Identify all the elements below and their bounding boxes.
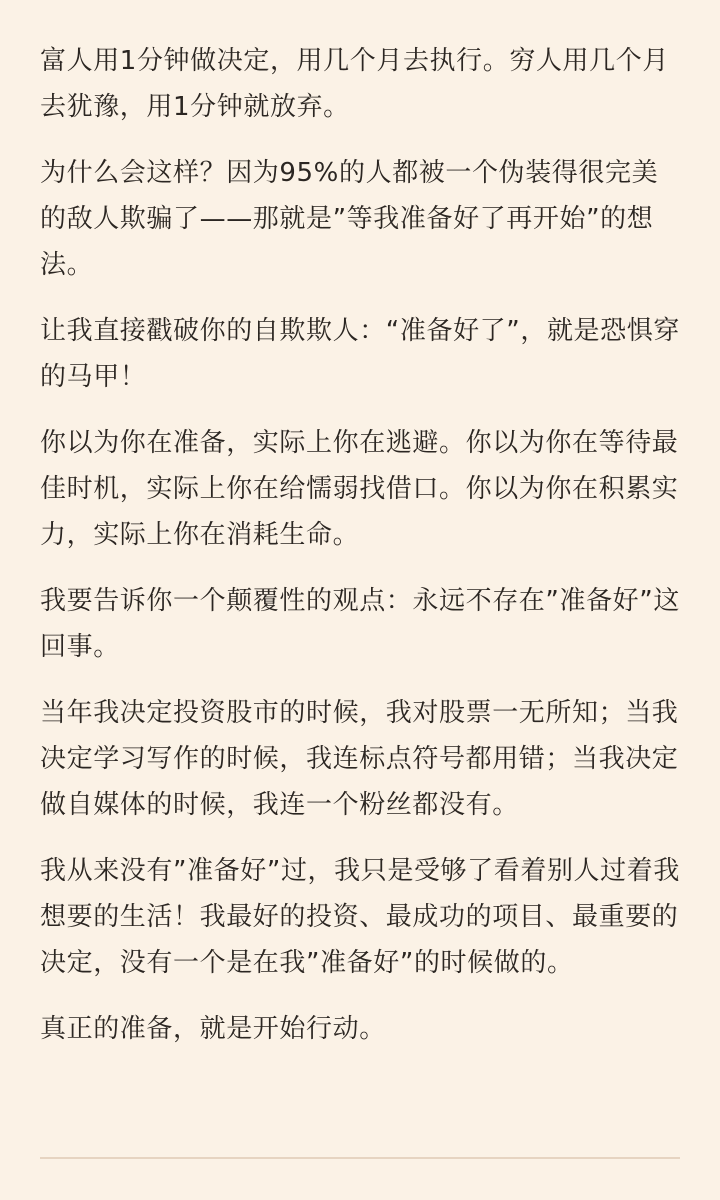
bottom-divider <box>40 1157 680 1159</box>
paragraph-8: 真正的准备，就是开始行动。 <box>40 1014 386 1044</box>
paragraph-4: 你以为你在准备，实际上你在逃避。你以为你在等待最佳时机，实际上你在给懦弱找借口。你以为你在积累实力，实际上你在消耗生命。 <box>40 428 679 550</box>
paragraph-2: 为什么会这样？因为95%的人都被一个伪装得很完美的敌人欺骗了——那就是”等我准备好了再开始”的想法。 <box>40 158 659 280</box>
paragraph-7: 我从来没有”准备好”过，我只是受够了看着别人过着我想要的生活！我最好的投资、最成功的项目、最重要的决定，没有一个是在我”准备好”的时候做的。 <box>40 856 680 978</box>
paragraph-5: 我要告诉你一个颠覆性的观点：永远不存在”准备好”这回事。 <box>40 586 680 662</box>
paragraph-1: 富人用1分钟做决定，用几个月去执行。穷人用几个月去犹豫，用1分钟就放弃。 <box>40 46 669 122</box>
paragraph-6: 当年我决定投资股市的时候，我对股票一无所知；当我决定学习写作的时候，我连标点符号都用错；当我决定做自媒体的时候，我连一个粉丝都没有。 <box>40 698 679 820</box>
paragraph-3: 让我直接戳破你的自欺欺人：“准备好了”，就是恐惧穿的马甲！ <box>40 316 680 392</box>
